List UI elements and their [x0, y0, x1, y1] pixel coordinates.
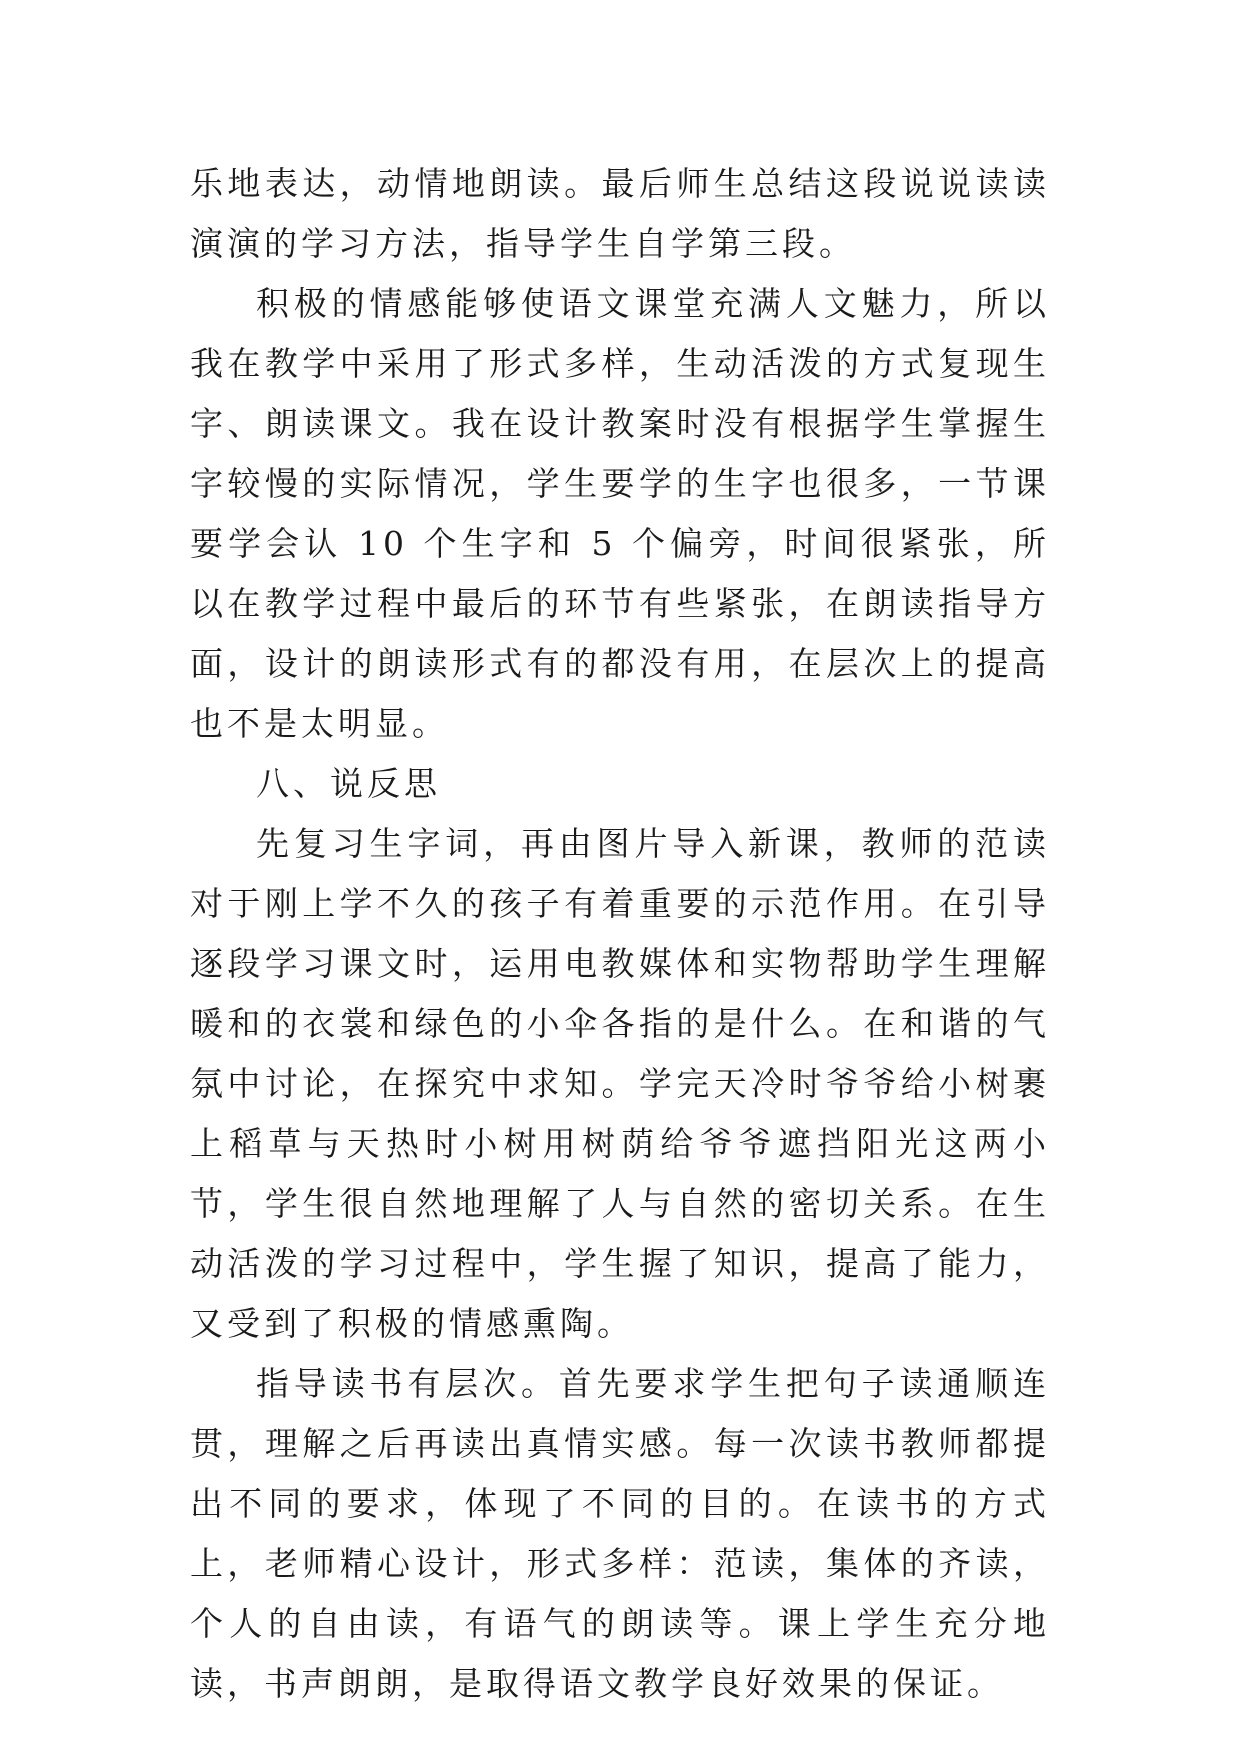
- paragraph-emotion-teaching: 积极的情感能够使语文课堂充满人文魅力，所以我在教学中采用了形式多样，生动活泼的方式复现生字、朗读课文。我在设计教案时没有根据学生掌握生字较慢的实际情况，学生要学的生字也很多，一节课要学会认 10 个生字和 5 个偏旁，时间很紧张，所以在教学过程中最后的环节有些紧张，在朗读指导方面，设计的朗读形式有的都没有用，在层次上的提高也不是太明显。: [190, 284, 1050, 743]
- paragraph-continuation: 乐地表达，动情地朗读。最后师生总结这段说说读读演演的学习方法，指导学生自学第三段。: [190, 164, 1050, 263]
- document-body: [190, 154, 1050, 1714]
- paragraph-reflection-review: 先复习生字词，再由图片导入新课，教师的范读对于刚上学不久的孩子有着重要的示范作用。在引导逐段学习课文时，运用电教媒体和实物帮助学生理解暖和的衣裳和绿色的小伞各指的是什么。在和谐的气氛中讨论，在探究中求知。学完天冷时爷爷给小树裹上稻草与天热时小树用树荫给爷爷遮挡阳光这两小节，学生很自然地理解了人与自然的密切关系。在生动活泼的学习过程中，学生握了知识，提高了能力，又受到了积极的情感熏陶。: [190, 824, 1050, 1343]
- paragraph-reading-guidance: 指导读书有层次。首先要求学生把句子读通顺连贯，理解之后再读出真情实感。每一次读书教师都提出不同的要求，体现了不同的目的。在读书的方式上，老师精心设计，形式多样：范读，集体的齐读，个人的自由读，有语气的朗读等。课上学生充分地读，书声朗朗，是取得语文教学良好效果的保证。: [190, 1364, 1050, 1703]
- section-heading-reflection: 八、说反思: [256, 764, 441, 803]
